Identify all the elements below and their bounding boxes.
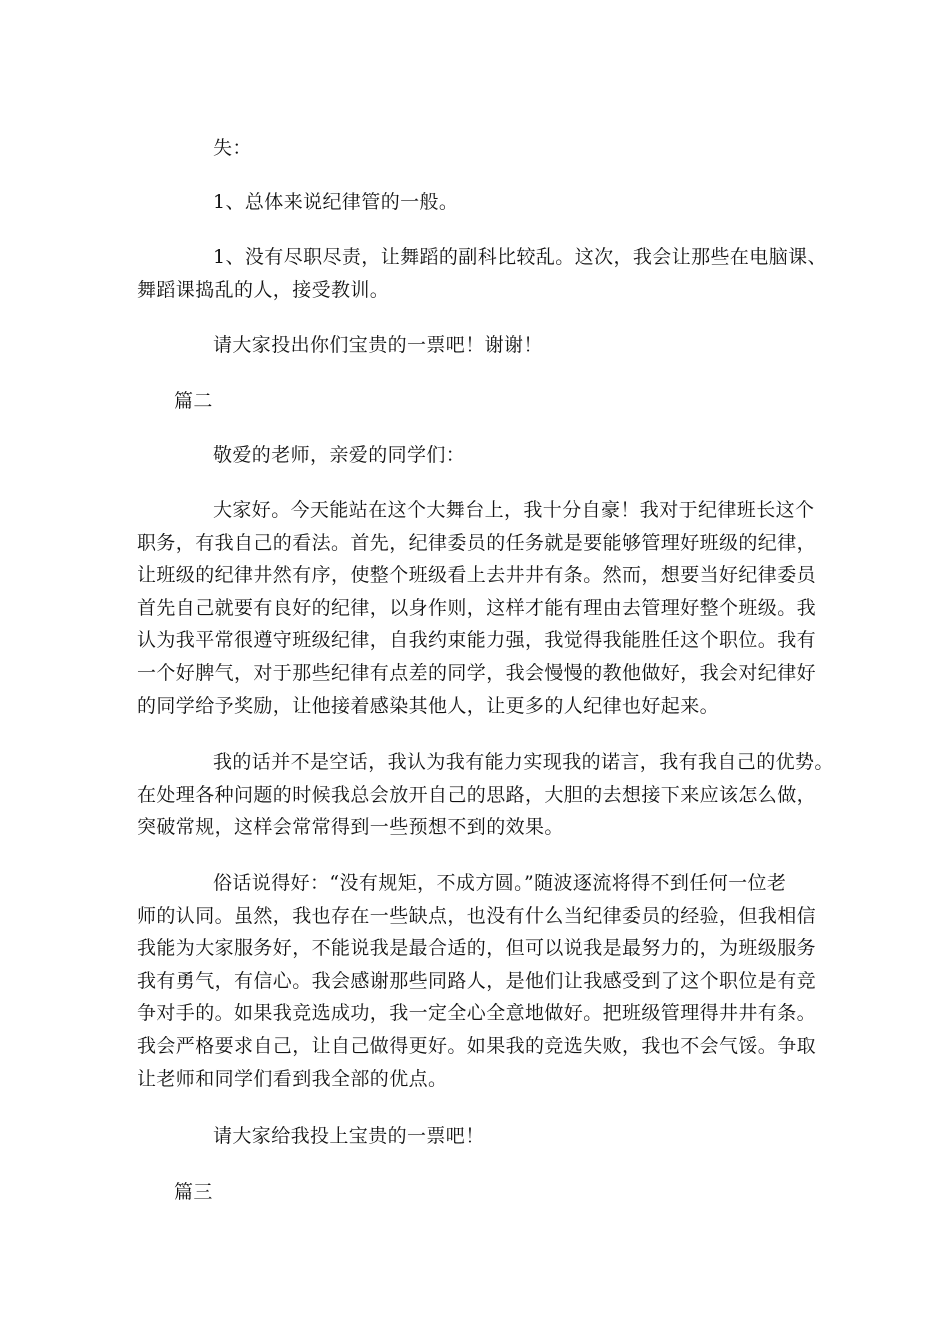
text-line: 我的话并不是空话，我认为我有能力实现我的诺言，我有我自己的优势。 — [213, 751, 834, 773]
text-line: 首先自己就要有良好的纪律，以身作则，这样才能有理由去管理好整个班级。我 — [137, 596, 817, 619]
text-line: 我能为大家服务好，不能说我是最合适的，但可以说我是最努力的，为班级服务 — [137, 937, 817, 960]
text-line: 大家好。今天能站在这个大舞台上，我十分自豪！我对于纪律班长这个 — [213, 499, 815, 521]
section-heading-two: 篇二 — [174, 390, 213, 412]
section-heading-three: 篇三 — [174, 1181, 213, 1203]
paragraph-item-1b — [137, 241, 827, 306]
text-line: 敬爱的老师，亲爱的同学们： — [213, 444, 466, 466]
text-line: 俗话说得好：“没有规矩，不成方圆。”随波逐流将得不到任何一位老 — [213, 872, 787, 894]
text-line: 我有勇气，有信心。我会感谢那些同路人，是他们让我感受到了这个职位是有竞 — [137, 969, 817, 992]
paragraph-loss-heading — [213, 132, 903, 165]
text-line: 的同学给予奖励，让他接着感染其他人，让更多的人纪律也好起来。 — [137, 694, 720, 717]
paragraph-commitment — [137, 867, 827, 1095]
text-line: 1、没有尽职尽责，让舞蹈的副科比较乱。这次，我会让那些在电脑课、 — [213, 246, 827, 268]
text-line: 认为我平常很遵守班级纪律，自我约束能力强，我觉得我能胜任这个职位。我有 — [137, 629, 817, 652]
text-line: 让班级的纪律井然有序，使整个班级看上去井井有条。然而，想要当好纪律委员 — [137, 564, 817, 587]
paragraph-closing-vote — [213, 1120, 903, 1153]
text-line: 职务，有我自己的看法。首先，纪律委员的任务就是要能够管理好班级的纪律， — [137, 531, 817, 554]
text-line: 失： — [213, 137, 252, 159]
text-line: 请大家投出你们宝贵的一票吧！谢谢！ — [213, 334, 543, 356]
paragraph-vote-request — [213, 329, 903, 362]
text-line: 争对手的。如果我竞选成功，我一定全心全意地做好。把班级管理得井井有条。 — [137, 1002, 817, 1025]
text-line: 一个好脾气，对于那些纪律有点差的同学，我会慢慢的教他做好，我会对纪律好 — [137, 661, 817, 684]
text-line: 我会严格要求自己，让自己做得更好。如果我的竞选失败，我也不会气馁。争取 — [137, 1034, 817, 1057]
paragraph-advantages — [137, 746, 834, 844]
paragraph-introduction — [137, 494, 827, 722]
text-line: 请大家给我投上宝贵的一票吧！ — [213, 1125, 485, 1147]
text-line: 让老师和同学们看到我全部的优点。 — [137, 1067, 448, 1090]
paragraph-salutation — [213, 439, 903, 472]
paragraph-item-1 — [213, 186, 903, 219]
text-line: 在处理各种问题的时候我总会放开自己的思路，大胆的去想接下来应该怎么做， — [137, 783, 817, 806]
text-line: 舞蹈课捣乱的人，接受教训。 — [137, 278, 390, 301]
text-line: 1、总体来说纪律管的一般。 — [213, 191, 459, 213]
text-line: 突破常规，这样会常常得到一些预想不到的效果。 — [137, 816, 564, 839]
text-line: 师的认同。虽然，我也存在一些缺点，也没有什么当纪律委员的经验，但我相信 — [137, 904, 817, 927]
